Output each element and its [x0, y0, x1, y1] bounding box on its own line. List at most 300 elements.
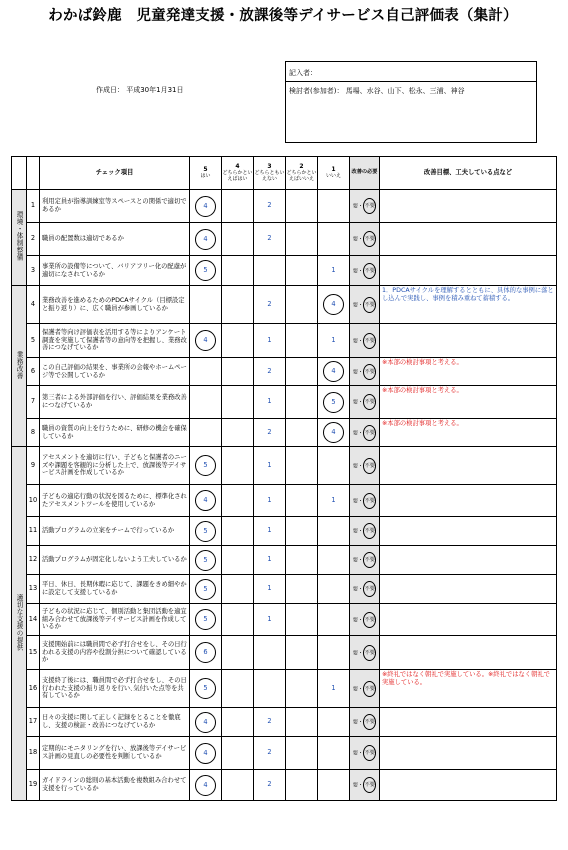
necessity-cell [350, 770, 380, 801]
improvement-remark [380, 256, 557, 286]
score-cell-s1 [318, 575, 350, 604]
score-cell-s3 [254, 419, 286, 447]
necessity-separator: ・ [358, 750, 364, 757]
inspectors-list: 検討者(参加者)： 馬場、水谷、山下、松永、三浦、神谷 [289, 87, 465, 95]
score-cell-s3 [254, 190, 286, 223]
score-cell-s1 [318, 517, 350, 546]
necessity-separator: ・ [358, 399, 364, 406]
necessity-separator: ・ [358, 430, 364, 436]
count: 2 [267, 366, 272, 375]
score-cell-s4 [222, 604, 254, 636]
necessity-cell [350, 190, 380, 223]
item-number: 18 [27, 737, 40, 770]
count: 1 [267, 555, 272, 564]
item-number: 4 [27, 286, 40, 324]
necessity-yes: 要 [352, 463, 358, 469]
improvement-remark: ※終礼ではなく朝礼で実施している。※終礼ではなく朝礼で実施している。 [380, 670, 557, 708]
score-cell-s5 [190, 546, 222, 575]
necessity-no-circled: 不要 [363, 493, 376, 509]
improvement-remark: ※本部の検討事項と考える。 [380, 386, 557, 419]
score-cell-s2 [286, 190, 318, 223]
necessity-yes: 要 [352, 650, 358, 656]
score-cell-s1 [318, 737, 350, 770]
score-cell-s3 [254, 286, 286, 324]
table-row [12, 485, 557, 517]
circled-count: 5 [195, 550, 216, 571]
necessity-cell [350, 636, 380, 670]
score-cell-s4 [222, 419, 254, 447]
evaluation-table [11, 156, 557, 801]
necessity-cell [350, 324, 380, 358]
score-cell-s1 [318, 546, 350, 575]
count: 1 [331, 683, 336, 692]
score-cell-s3 [254, 386, 286, 419]
score-cell-s5 [190, 708, 222, 737]
score-cell-s1 [318, 447, 350, 485]
score-cell-s3 [254, 708, 286, 737]
necessity-yes: 要 [352, 782, 358, 789]
check-item-text: 活動プログラムの立案をチームで行っているか [40, 517, 190, 546]
score-cell-s5 [190, 190, 222, 223]
check-item-text: 職員の配置数は適切であるか [40, 223, 190, 256]
circled-count: 4 [323, 361, 344, 382]
count: 2 [267, 780, 272, 789]
circled-count: 5 [195, 260, 216, 281]
category-cell [12, 190, 27, 286]
score-cell-s2 [286, 324, 318, 358]
improvement-remark [380, 575, 557, 604]
score-cell-s5 [190, 604, 222, 636]
check-item-text: 日々の支援に関して正しく記録をとることを徹底し、支援の検証・改善につなげているか [40, 708, 190, 737]
circled-count: 4 [195, 330, 216, 351]
score-cell-s2 [286, 386, 318, 419]
score-cell-s5 [190, 386, 222, 419]
item-number: 17 [27, 708, 40, 737]
necessity-yes: 要 [352, 617, 358, 623]
necessity-yes: 要 [352, 268, 358, 274]
score-cell-s4 [222, 546, 254, 575]
necessity-separator: ・ [358, 528, 364, 535]
necessity-no-circled: 不要 [363, 581, 376, 597]
table-row [12, 737, 557, 770]
score-cell-s1 [318, 286, 350, 324]
score-cell-s4 [222, 386, 254, 419]
table-row [12, 256, 557, 286]
improvement-remark [380, 546, 557, 575]
score-cell-s4 [222, 358, 254, 386]
improvement-remark [380, 223, 557, 256]
necessity-yes: 要 [352, 399, 358, 406]
score-cell-s1 [318, 770, 350, 801]
circled-count: 5 [195, 579, 216, 600]
score-cell-s3 [254, 546, 286, 575]
item-number: 8 [27, 419, 40, 447]
necessity-yes: 要 [352, 719, 358, 726]
necessity-yes: 要 [352, 369, 358, 375]
table-row [12, 190, 557, 223]
score-cell-s3 [254, 485, 286, 517]
necessity-separator: ・ [358, 617, 364, 623]
score-cell-s5 [190, 447, 222, 485]
score-cell-s5 [190, 324, 222, 358]
table-row [12, 575, 557, 604]
necessity-separator: ・ [358, 686, 364, 692]
necessity-cell [350, 223, 380, 256]
header-necessity: 改善の必要 [350, 157, 380, 190]
check-item-text: 活動プログラムが固定化しないよう工夫しているか [40, 546, 190, 575]
count: 1 [331, 495, 336, 504]
score-cell-s1 [318, 419, 350, 447]
score-cell-s1 [318, 485, 350, 517]
score-cell-s2 [286, 485, 318, 517]
check-item-text: この自己評価の結果を、事業所の会報やホームページ等で公開しているか [40, 358, 190, 386]
table-row [12, 358, 557, 386]
score-cell-s5 [190, 256, 222, 286]
score-cell-s1 [318, 190, 350, 223]
check-item-text: 子どもの状況に応じて、個別活動と集団活動を適宜組み合わせて放課後等デイサービス計画を作成しているか [40, 604, 190, 636]
score-cell-s2 [286, 286, 318, 324]
necessity-yes: 要 [352, 557, 358, 564]
improvement-remark [380, 708, 557, 737]
item-number: 2 [27, 223, 40, 256]
score-cell-s5 [190, 223, 222, 256]
count: 1 [267, 460, 272, 469]
score-cell-s4 [222, 286, 254, 324]
score-cell-s2 [286, 670, 318, 708]
improvement-remark [380, 517, 557, 546]
necessity-cell [350, 575, 380, 604]
score-cell-s2 [286, 419, 318, 447]
count: 2 [267, 201, 272, 210]
header-goal: 改善目標、工夫している点など [380, 157, 557, 190]
necessity-cell [350, 517, 380, 546]
circled-count: 4 [195, 196, 216, 217]
item-number: 10 [27, 485, 40, 517]
header-score-4: 4 どちらかといえばはい [222, 157, 254, 190]
necessity-cell [350, 256, 380, 286]
score-cell-s2 [286, 636, 318, 670]
necessity-no-circled: 不要 [363, 394, 376, 410]
improvement-remark [380, 770, 557, 801]
score-cell-s4 [222, 708, 254, 737]
necessity-yes: 要 [352, 203, 358, 210]
score-cell-s1 [318, 604, 350, 636]
table-row [12, 670, 557, 708]
page-title: わかば鈴鹿 児童発達支援・放課後等デイサービス自己評価表（集計） [48, 8, 518, 24]
count: 1 [267, 495, 272, 504]
table-row [12, 604, 557, 636]
score-cell-s2 [286, 546, 318, 575]
circled-count: 4 [195, 775, 216, 796]
table-row [12, 223, 557, 256]
score-cell-s3 [254, 770, 286, 801]
improvement-remark [380, 737, 557, 770]
necessity-separator: ・ [358, 719, 364, 726]
item-number: 13 [27, 575, 40, 604]
necessity-no-circled: 不要 [363, 612, 376, 628]
score-cell-s5 [190, 517, 222, 546]
improvement-remark [380, 190, 557, 223]
check-item-text: 第三者による外部評価を行い、評価結果を業務改善につなげているか [40, 386, 190, 419]
score-cell-s4 [222, 670, 254, 708]
necessity-no-circled: 不要 [363, 364, 376, 380]
circled-count: 4 [195, 743, 216, 764]
necessity-separator: ・ [358, 463, 364, 469]
score-cell-s3 [254, 517, 286, 546]
score-cell-s5 [190, 670, 222, 708]
circled-count: 5 [195, 678, 216, 699]
score-cell-s2 [286, 770, 318, 801]
count: 2 [267, 717, 272, 726]
necessity-no-circled: 不要 [363, 523, 376, 539]
score-cell-s3 [254, 256, 286, 286]
table-row [12, 324, 557, 358]
score-cell-s2 [286, 223, 318, 256]
necessity-separator: ・ [358, 268, 364, 274]
score-cell-s4 [222, 256, 254, 286]
header-score-3: 3 どちらともいえない [254, 157, 286, 190]
score-cell-s1 [318, 386, 350, 419]
count: 1 [267, 526, 272, 535]
score-cell-s1 [318, 223, 350, 256]
table-row [12, 708, 557, 737]
header-score-1: 1 いいえ [318, 157, 350, 190]
item-number: 15 [27, 636, 40, 670]
improvement-remark [380, 485, 557, 517]
necessity-cell [350, 419, 380, 447]
necessity-yes: 要 [352, 236, 358, 243]
score-cell-s5 [190, 419, 222, 447]
necessity-separator: ・ [358, 498, 364, 504]
score-cell-s5 [190, 575, 222, 604]
score-cell-s2 [286, 447, 318, 485]
table-row [12, 770, 557, 801]
necessity-cell [350, 708, 380, 737]
necessity-yes: 要 [352, 586, 358, 593]
score-cell-s4 [222, 190, 254, 223]
header-blank [12, 157, 27, 190]
circled-count: 4 [195, 229, 216, 250]
score-cell-s3 [254, 670, 286, 708]
participants-box [285, 61, 537, 143]
circled-count: 4 [195, 712, 216, 733]
category-label: 環境・体制整備 [15, 211, 23, 262]
item-number: 14 [27, 604, 40, 636]
table-header-row [12, 157, 557, 190]
score-cell-s2 [286, 708, 318, 737]
necessity-cell [350, 485, 380, 517]
item-number: 3 [27, 256, 40, 286]
score-cell-s5 [190, 358, 222, 386]
recorder-label: 記入者： [289, 69, 317, 77]
score-cell-s4 [222, 223, 254, 256]
item-number: 11 [27, 517, 40, 546]
score-cell-s4 [222, 324, 254, 358]
count: 2 [267, 427, 272, 436]
count: 1 [267, 397, 272, 406]
item-number: 7 [27, 386, 40, 419]
score-cell-s3 [254, 447, 286, 485]
score-cell-s4 [222, 575, 254, 604]
score-cell-s5 [190, 737, 222, 770]
header-score-5: 5 はい [190, 157, 222, 190]
necessity-yes: 要 [352, 750, 358, 757]
necessity-no-circled: 不要 [363, 714, 376, 730]
circled-count: 6 [195, 642, 216, 663]
category-label: 業務改善 [15, 350, 23, 379]
score-cell-s3 [254, 604, 286, 636]
improvement-remark [380, 447, 557, 485]
item-number: 6 [27, 358, 40, 386]
score-cell-s4 [222, 485, 254, 517]
necessity-yes: 要 [352, 302, 358, 308]
necessity-separator: ・ [358, 369, 364, 375]
necessity-separator: ・ [358, 236, 364, 243]
score-cell-s2 [286, 575, 318, 604]
score-cell-s5 [190, 770, 222, 801]
score-cell-s1 [318, 670, 350, 708]
necessity-separator: ・ [358, 586, 364, 593]
score-cell-s4 [222, 636, 254, 670]
circled-count: 4 [323, 294, 344, 315]
item-number: 9 [27, 447, 40, 485]
check-item-text: アセスメントを適切に行い、子どもと保護者のニーズや課題を客観的に分析した上で、放課後等デイサービス計画を作成しているか [40, 447, 190, 485]
score-cell-s4 [222, 447, 254, 485]
necessity-separator: ・ [358, 302, 364, 308]
necessity-cell [350, 447, 380, 485]
circled-count: 5 [195, 455, 216, 476]
score-cell-s1 [318, 324, 350, 358]
necessity-no-circled: 不要 [363, 777, 376, 793]
necessity-separator: ・ [358, 782, 364, 789]
necessity-yes: 要 [352, 686, 358, 692]
score-cell-s3 [254, 737, 286, 770]
count: 1 [267, 614, 272, 623]
count: 1 [331, 265, 336, 274]
score-cell-s5 [190, 485, 222, 517]
score-cell-s2 [286, 517, 318, 546]
header-score-2: 2 どちらかといえばいいえ [286, 157, 318, 190]
check-item-text: 支援終了後には、職員間で必ず打合せをし、その日行われた支援の振り返りを行い､気付いた点等を共有しているか [40, 670, 190, 708]
item-number: 5 [27, 324, 40, 358]
necessity-no-circled: 不要 [363, 645, 376, 661]
count: 1 [267, 335, 272, 344]
score-cell-s5 [190, 286, 222, 324]
circled-count: 5 [195, 521, 216, 542]
check-item-text: 保護者等向け評価表を活用する等によりアンケート調査を実施して保護者等の意向等を把握し、業務改善につなげているか [40, 324, 190, 358]
circled-count: 5 [195, 609, 216, 630]
score-cell-s2 [286, 256, 318, 286]
score-cell-s4 [222, 517, 254, 546]
necessity-separator: ・ [358, 203, 364, 210]
check-item-text: 職員の資質の向上を行うために、研修の機会を確保しているか [40, 419, 190, 447]
necessity-yes: 要 [352, 430, 358, 436]
score-cell-s3 [254, 358, 286, 386]
necessity-yes: 要 [352, 338, 358, 344]
score-cell-s2 [286, 604, 318, 636]
table-row [12, 546, 557, 575]
improvement-remark [380, 324, 557, 358]
necessity-no-circled: 不要 [363, 552, 376, 568]
header-blank [27, 157, 40, 190]
count: 1 [331, 335, 336, 344]
count: 2 [267, 748, 272, 757]
necessity-cell [350, 546, 380, 575]
check-item-text: 定期的にモニタリングを行い、放課後等デイサービス計画の見直しの必要性を判断しているか [40, 737, 190, 770]
category-label: 適切な支援の提供 [15, 593, 23, 651]
table-row [12, 636, 557, 670]
improvement-remark: ※本部の検討事項と考える。 [380, 419, 557, 447]
category-cell [12, 286, 27, 447]
necessity-no-circled: 不要 [363, 425, 376, 441]
score-cell-s1 [318, 256, 350, 286]
header-check-item: チェック項目 [40, 157, 190, 190]
necessity-no-circled: 不要 [363, 745, 376, 761]
necessity-separator: ・ [358, 650, 364, 656]
circled-count: 5 [323, 392, 344, 413]
check-item-text: 業務改善を進めるためのPDCAサイクル（目標設定と振り返り）に、広く職員が参画しているか [40, 286, 190, 324]
score-cell-s2 [286, 737, 318, 770]
necessity-separator: ・ [358, 557, 364, 564]
necessity-cell [350, 358, 380, 386]
score-cell-s3 [254, 324, 286, 358]
score-cell-s3 [254, 636, 286, 670]
check-item-text: 子どもの適応行動の状況を図るために、標準化されたアセスメントツールを使用しているか [40, 485, 190, 517]
table-row [12, 419, 557, 447]
score-cell-s4 [222, 737, 254, 770]
necessity-no-circled: 不要 [363, 263, 376, 279]
necessity-cell [350, 386, 380, 419]
score-cell-s3 [254, 575, 286, 604]
improvement-remark [380, 636, 557, 670]
check-item-text: ガイドラインの総則の基本活動を複数組み合わせて支援を行っているか [40, 770, 190, 801]
score-cell-s1 [318, 708, 350, 737]
circled-count: 4 [195, 490, 216, 511]
table-row [12, 447, 557, 485]
necessity-no-circled: 不要 [363, 198, 376, 214]
check-item-text: 平日、休日、長期休暇に応じて、課題をきめ細やかに設定して支援しているか [40, 575, 190, 604]
improvement-remark: ※本部の検討事項と考える。 [380, 358, 557, 386]
count: 2 [267, 234, 272, 243]
necessity-separator: ・ [358, 338, 364, 344]
necessity-no-circled: 不要 [363, 333, 376, 349]
created-date: 作成日： 平成30年1月31日 [96, 86, 184, 94]
table-row [12, 286, 557, 324]
improvement-remark: 1．PDCAサイクルを理解するとともに、具体的な事例に落とし込んで実践し、事例を積み重ねて蓄積する。 [380, 286, 557, 324]
score-cell-s5 [190, 636, 222, 670]
score-cell-s1 [318, 358, 350, 386]
improvement-remark [380, 604, 557, 636]
check-item-text: 支援開始前には職員間で必ず打合せをし、その日行われる支援の内容や役割分担について確認しているか [40, 636, 190, 670]
score-cell-s2 [286, 358, 318, 386]
necessity-yes: 要 [352, 528, 358, 535]
necessity-no-circled: 不要 [363, 681, 376, 697]
category-cell [12, 447, 27, 801]
item-number: 1 [27, 190, 40, 223]
necessity-cell [350, 737, 380, 770]
check-item-text: 事業所の設備等について、バリアフリー化の配慮が適切になされているか [40, 256, 190, 286]
table-row [12, 517, 557, 546]
score-cell-s3 [254, 223, 286, 256]
necessity-no-circled: 不要 [363, 458, 376, 474]
necessity-no-circled: 不要 [363, 231, 376, 247]
item-number: 16 [27, 670, 40, 708]
count: 1 [267, 584, 272, 593]
necessity-cell [350, 604, 380, 636]
circled-count: 4 [323, 422, 344, 443]
necessity-yes: 要 [352, 498, 358, 504]
score-cell-s1 [318, 636, 350, 670]
